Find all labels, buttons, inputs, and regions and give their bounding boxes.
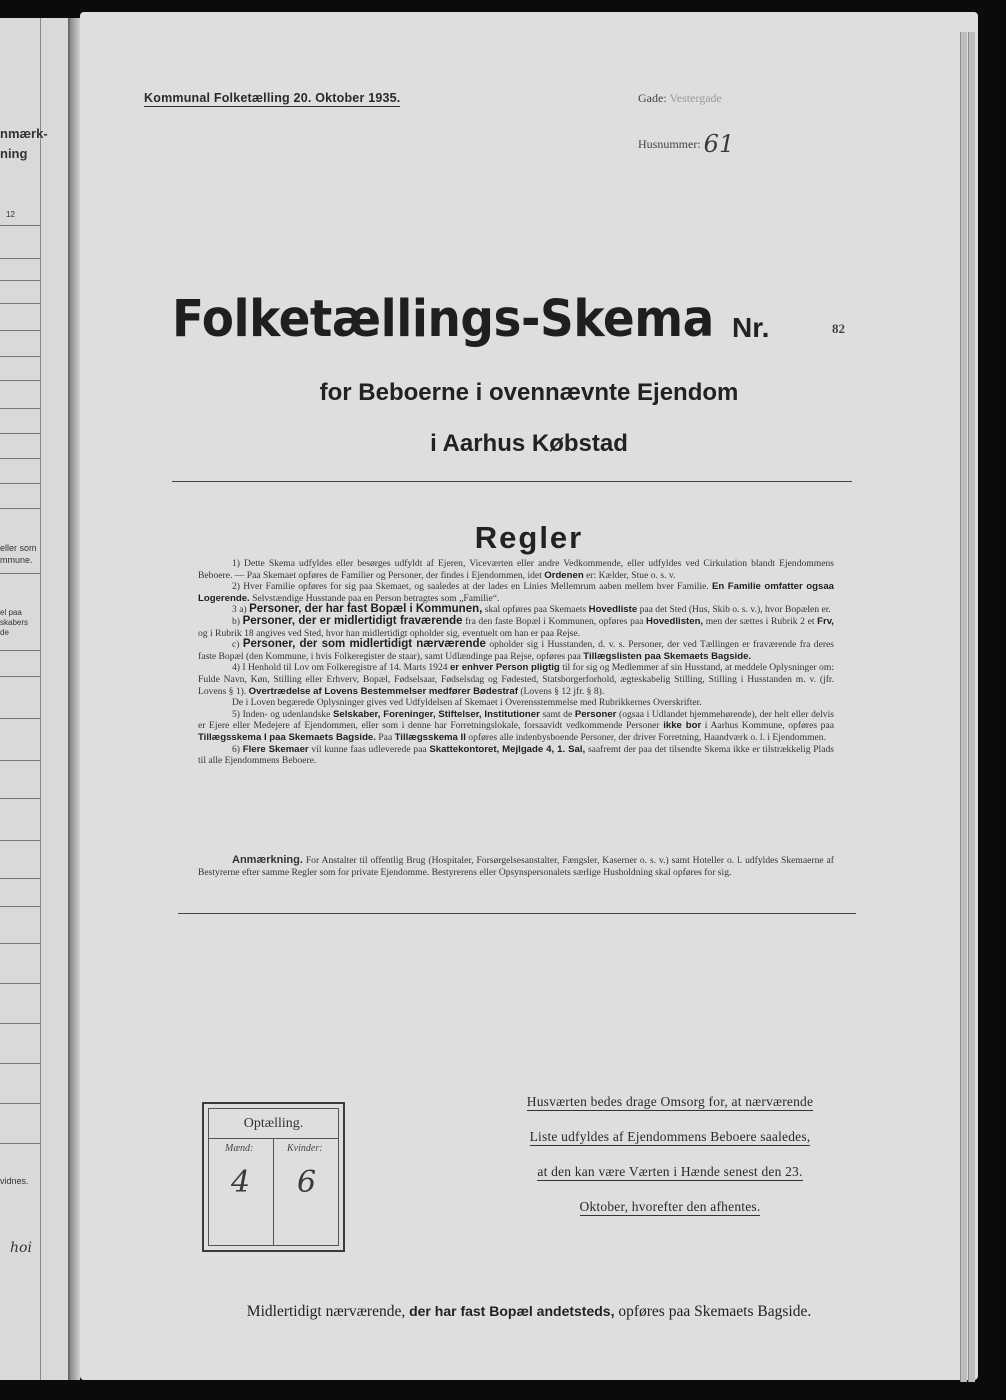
left-rule	[0, 676, 40, 677]
left-rule	[0, 798, 40, 799]
left-rule	[0, 650, 40, 651]
form-number-value: 82	[832, 321, 845, 336]
count-box-title: Optælling.	[243, 1116, 304, 1131]
count-box-column-rule	[273, 1138, 274, 1245]
count-box	[202, 1102, 345, 1252]
census-form-page	[80, 12, 978, 1380]
rule-4: 4) I Henhold til Lov om Folkeregistre af 14. Marts 1924 er enhver Person pligtig til for sig og Medlemmer af sin Husstand, at meddele Oplysninger om: Fulde Navn, Køn, Stilling eller Erhverv, Bopæl, Fødselsaar, Fødselsdag og Fødested, Statsborgerforhold, ægteskabelig Stilling, Stilling i Husstanden m. v. (jfr. Lovens § 1). Overtrædelse af Lovens Bestemmelser medfører Bødestraf (Lovens § 12 jfr. § 8).	[198, 662, 834, 697]
left-fragment: 12	[6, 210, 15, 219]
left-fragment: vidnes.	[0, 1176, 29, 1186]
rule-3b: b) Personer, der er midlertidigt fraværende fra den faste Bopæl i Kommunen, opføres paa Hovedlisten, men der sættes i Rubrik 2 et Frv, og i Rubrik 18 angives ved Sted, hvor han midlertidigt opholder sig, eventuelt om han er paa Rejse.	[198, 614, 834, 639]
rule-3a: 3 a) Personer, der har fast Bopæl i Kommunen, skal opføres paa Skemaets Hovedliste paa det Sted (Hus, Skib o. s. v.), hvor Bopælen er.	[232, 603, 831, 616]
form-title: Folketællings-Skema	[172, 290, 714, 349]
rule-5: 5) Inden- og udenlandske Selskaber, Foreninger, Stiftelser, Institutioner samt de Personer (ogsaa i Udlandet hjemmehørende), der helt eller delvis er Ejere eller Medejere af Ejendommen, eller som i denne har Forretningslokale, forsaavidt vedkommende Personer ikke bor i Aarhus Kommune, opføres paa Tillægsskema I paa Skemaets Bagside. Paa Tillægsskema II opføres alle indenbysboende Personer, der driver Forretning, Haandværk o. l. i Ejendommen.	[198, 708, 834, 743]
house-number-label: Husnummer:	[638, 137, 701, 151]
left-rule	[0, 1103, 40, 1104]
form-subtitle: for Beboerne i ovennævnte Ejendom	[319, 379, 739, 406]
left-fragment: mmune.	[0, 555, 33, 565]
form-number-label: Nr.	[732, 312, 770, 343]
landlord-instruction-line: Liste udfyldes af Ejendommens Beboere saaledes,	[529, 1129, 811, 1144]
left-rule	[0, 943, 40, 944]
divider	[178, 913, 856, 914]
book-spine	[70, 18, 80, 1380]
left-rule	[0, 1063, 40, 1064]
remark-label: Anmærkning.	[232, 854, 303, 866]
street-label: Gade:	[638, 91, 667, 105]
left-rule	[0, 303, 40, 304]
rule-1: 1) Dette Skema udfyldes eller besørges udfyldt af Ejeren, Viceværten eller andre Vedkommende, eller udfyldes ved Cirkulation blandt Ejendommens Beboere. — Paa Skemaet opføres de Familier og Personer, der findes i Ejendommen, idet Ordenen er: Kælder, Stue o. s. v.	[198, 558, 834, 581]
landlord-instruction-line: at den kan være Værten i Hænde senest den 23.	[537, 1164, 803, 1179]
left-rule	[0, 1023, 40, 1024]
left-fragment: nmærk-	[0, 126, 48, 141]
remark-paragraph	[198, 854, 834, 879]
men-label: Mænd:	[225, 1143, 254, 1154]
women-count: 6	[297, 1165, 317, 1200]
street-value: Vestergade	[669, 91, 722, 105]
landlord-instruction-line: Oktober, hvorefter den afhentes.	[579, 1199, 761, 1214]
rules-heading: Regler	[474, 520, 584, 555]
left-rule	[0, 760, 40, 761]
rule-4b: De i Loven begærede Oplysninger gives ved Udfyldelsen af Skemaet i Overensstemmelse med Rubrikkernes Overskrifter.	[232, 697, 702, 709]
house-number-line	[638, 126, 735, 158]
left-rule	[0, 1143, 40, 1144]
left-rule	[0, 433, 40, 434]
form-city: i Aarhus Købstad	[430, 430, 628, 457]
rules-text	[198, 558, 834, 767]
rule-6: 6) Flere Skemaer vil kunne faas udleverede paa Skattekontoret, Mejlgade 4, 1. Sal, saafremt der paa det tilsendte Skema ikke er tilstrækkelig Plads til alle Ejendommens Beboere.	[198, 743, 834, 767]
left-fragment: eller som	[0, 543, 37, 553]
left-rule	[0, 280, 40, 281]
census-date-line: Kommunal Folketælling 20. Oktober 1935.	[144, 91, 401, 105]
left-rule	[0, 573, 40, 574]
left-rule	[0, 356, 40, 357]
left-rule	[0, 458, 40, 459]
page-edge	[960, 32, 967, 1382]
left-rule	[0, 508, 40, 509]
left-fragment: skabers	[0, 618, 29, 627]
remark-text: For Anstalter til offentlig Brug (Hospitaler, Forsørgelsesanstalter, Fængsler, Kaserner o. s. v.) samt Hoteller o. l. udfyldes Skemaerne af Bestyrerne efter samme Regler som for private Ejendomme. Bestyrerens eller Opsynspersonalets særlige Husholdning skal opføres for sig.	[198, 855, 834, 878]
page-edge	[968, 32, 975, 1382]
landlord-instruction-line: Husværten bedes drage Omsorg for, at nærværende	[526, 1094, 814, 1109]
street-line	[638, 91, 722, 106]
left-rule	[0, 840, 40, 841]
house-number-value: 61	[703, 130, 735, 158]
left-rule	[0, 906, 40, 907]
left-rule	[0, 408, 40, 409]
left-fragment: el paa	[0, 608, 22, 617]
men-count: 4	[231, 1165, 251, 1200]
previous-page-fragment	[0, 18, 70, 1380]
rule-2: 2) Hver Familie opføres for sig paa Skemaet, og saaledes at der lades en Linies Mellemrum aaben mellem hver Familie. En Familie omfatter ogsaa Logerende. Selvstændige Husstande paa en Person betragtes som „Familie“.	[198, 581, 834, 604]
left-rule	[0, 483, 40, 484]
left-fragment: de	[0, 628, 9, 637]
footer-note: Midlertidigt nærværende, der har fast Bopæl andetsteds, opføres paa Skemaets Bagside.	[246, 1303, 812, 1320]
left-rule	[0, 380, 40, 381]
left-rule	[0, 718, 40, 719]
left-rule	[0, 330, 40, 331]
left-rule	[0, 225, 40, 226]
left-fragment: ning	[0, 146, 28, 161]
left-fragment: hoi	[10, 1240, 32, 1256]
left-rule	[0, 983, 40, 984]
count-box-inner	[208, 1108, 339, 1246]
divider	[172, 481, 852, 482]
left-rule	[0, 258, 40, 259]
column-rule	[40, 18, 41, 1380]
women-label: Kvinder:	[287, 1143, 323, 1154]
rule-3c: c) Personer, der som midlertidigt nærværende opholder sig i Husstanden, d. v. s. Personer, der ved Tællingen er fraværende fra deres faste Bopæl (den Kommune, i hvis Folkeregister de staar), samt Udlændinge paa Rejse, opføres paa Tillægslisten paa Skemaets Bagside.	[198, 638, 835, 662]
left-rule	[0, 878, 40, 879]
